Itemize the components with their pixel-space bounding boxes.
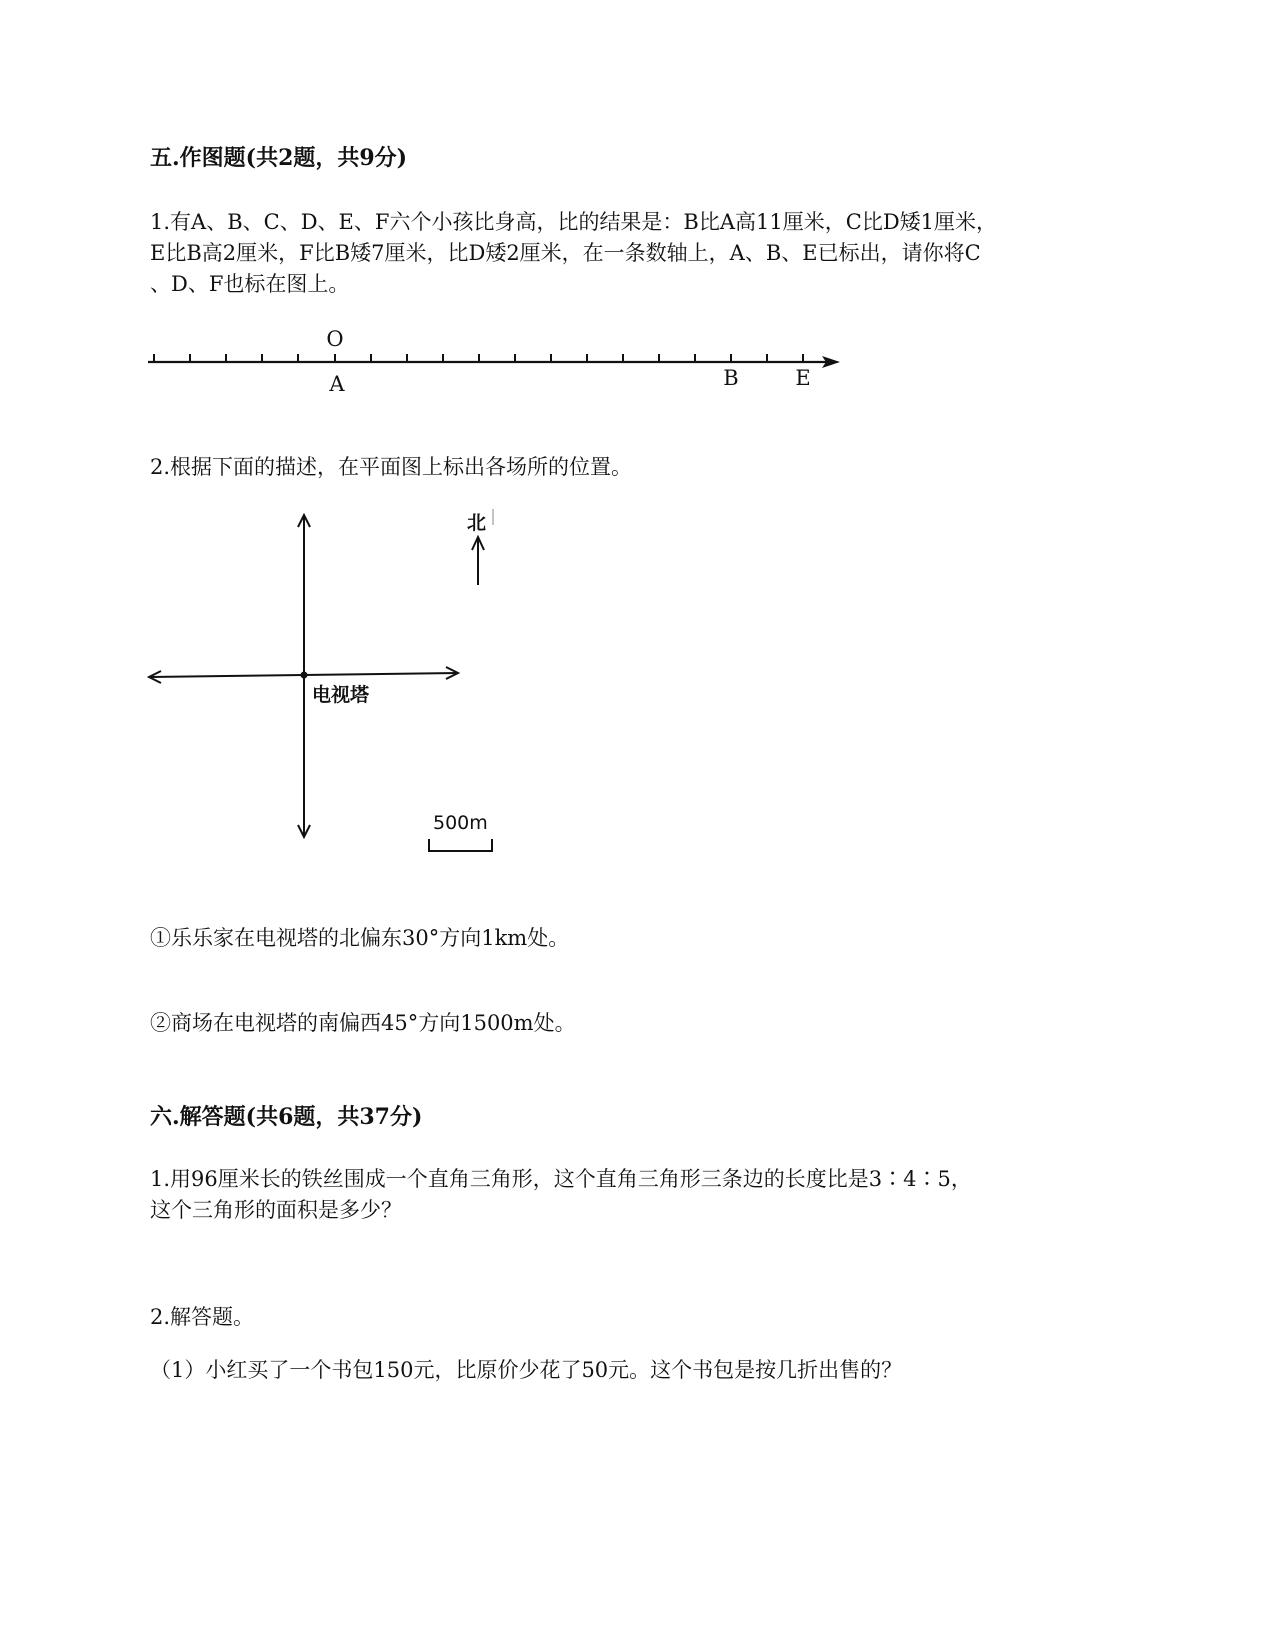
- s6-question-2-text: 2.解答题。: [150, 1305, 255, 1329]
- s6-question-1-line-2: 这个三角形的面积是多少？: [150, 1198, 402, 1222]
- question-2-text: 2.根据下面的描述，在平面图上标出各场所的位置。: [150, 455, 633, 479]
- section-5-heading: 五.作图题(共2题，共9分): [150, 145, 408, 171]
- scale-bar: [429, 839, 492, 851]
- north-label: 北: [467, 512, 487, 534]
- map-figure: [140, 505, 520, 865]
- origin-label: O: [326, 327, 344, 351]
- point-a-label: A: [329, 372, 345, 396]
- number-line-figure: [140, 318, 860, 403]
- question-1-line-1: 1.有A、B、C、D、E、F六个小孩比身高，比的结果是：B比A高11厘米，C比D矮1厘米，: [150, 210, 998, 234]
- s6-question-2-sub-1: （1）小红买了一个书包150元，比原价少花了50元。这个书包是按几折出售的？: [150, 1358, 903, 1382]
- point-e-label: E: [795, 366, 811, 390]
- scale-label: 500m: [433, 812, 488, 834]
- tv-tower-label: 电视塔: [312, 684, 370, 706]
- tv-tower-point: [301, 672, 308, 679]
- section-6-heading: 六.解答题(共6题，共37分): [150, 1104, 423, 1130]
- question-2-item-2: ②商场在电视塔的南偏西45°方向1500m处。: [150, 1011, 576, 1035]
- number-line-ticks: [154, 354, 803, 362]
- s6-question-1-line-1: 1.用96厘米长的铁丝围成一个直角三角形，这个直角三角形三条边的长度比是3∶4∶5，: [150, 1167, 972, 1191]
- question-2-item-1: ①乐乐家在电视塔的北偏东30°方向1km处。: [150, 926, 570, 950]
- question-1-line-3: 、D、F也标在图上。: [150, 272, 350, 296]
- question-1-line-2: E比B高2厘米，F比B矮7厘米，比D矮2厘米，在一条数轴上，A、B、E已标出，请你将C: [150, 241, 981, 265]
- point-b-label: B: [723, 366, 739, 390]
